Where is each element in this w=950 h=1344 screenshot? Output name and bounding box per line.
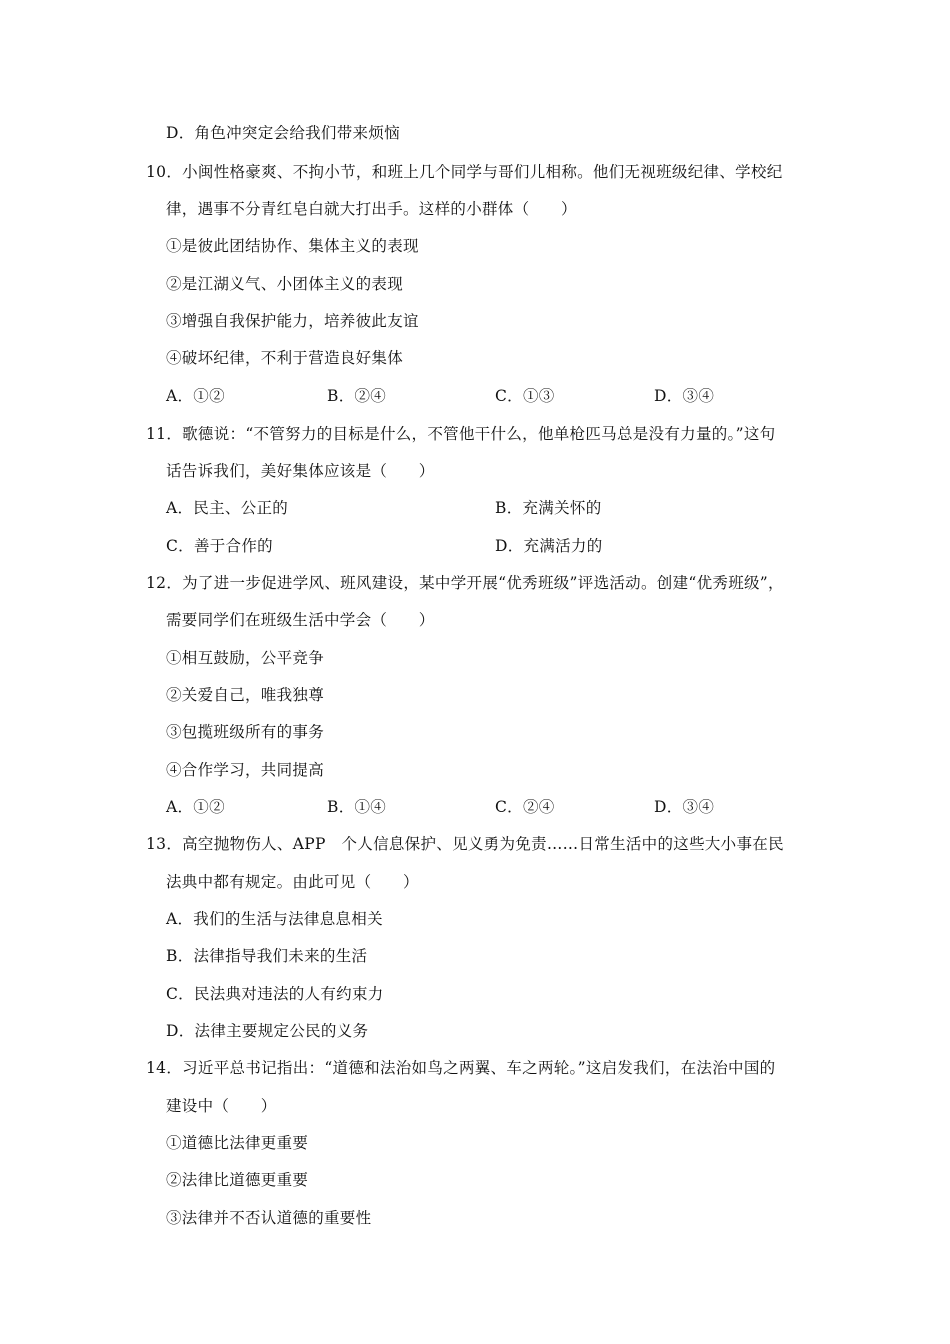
q12-stem-line1: 12．为了进一步促进学风、班风建设，某中学开展“优秀班级”评选活动。创建“优秀班级”， [146, 574, 784, 592]
q11-option-c: C．善于合作的 [166, 537, 273, 555]
q9-option-d: D．角色冲突定会给我们带来烦恼 [166, 124, 400, 142]
q13-option-a: A．我们的生活与法律息息相关 [166, 910, 383, 928]
q10-stem-line2: 律，遇事不分青红皂白就大打出手。这样的小群体（ ） [166, 200, 577, 218]
q12-option-a: A．①② [166, 798, 225, 816]
q10-option-c: C．①③ [495, 387, 555, 405]
q11-option-d: D．充满活力的 [495, 537, 603, 555]
q10-statement-4: ④破坏纪律，不利于营造良好集体 [166, 349, 404, 367]
q13-stem-line2: 法典中都有规定。由此可见（ ） [166, 873, 419, 891]
q12-statement-1: ①相互鼓励，公平竞争 [166, 649, 325, 667]
q14-statement-1: ①道德比法律更重要 [166, 1134, 309, 1152]
q11-option-b: B．充满关怀的 [495, 499, 602, 517]
q12-statement-3: ③包揽班级所有的事务 [166, 723, 325, 741]
q11-stem-line1: 11．歌德说：“不管努力的目标是什么，不管他干什么，他单枪匹马总是没有力量的。”这句 [146, 425, 776, 443]
q12-statement-4: ④合作学习，共同提高 [166, 761, 325, 779]
q10-statement-1: ①是彼此团结协作、集体主义的表现 [166, 237, 419, 255]
q13-option-d: D．法律主要规定公民的义务 [166, 1022, 369, 1040]
q10-option-a: A．①② [166, 387, 225, 405]
q13-option-c: C．民法典对违法的人有约束力 [166, 985, 384, 1003]
q14-stem-line2: 建设中（ ） [166, 1097, 277, 1115]
q11-stem-line2: 话告诉我们，美好集体应该是（ ） [166, 462, 435, 480]
q14-statement-2: ②法律比道德更重要 [166, 1171, 309, 1189]
q12-option-d: D．③④ [654, 798, 715, 816]
q10-stem-line1: 10．小闽性格豪爽、不拘小节，和班上几个同学与哥们儿相称。他们无视班级纪律、学校纪 [146, 163, 783, 181]
q10-statement-2: ②是江湖义气、小团体主义的表现 [166, 275, 404, 293]
q12-stem-line2: 需要同学们在班级生活中学会（ ） [166, 611, 435, 629]
q10-statement-3: ③增强自我保护能力，培养彼此友谊 [166, 312, 419, 330]
q14-stem-line1: 14．习近平总书记指出：“道德和法治如鸟之两翼、车之两轮。”这启发我们，在法治中国的 [146, 1059, 776, 1077]
q14-statement-3: ③法律并不否认道德的重要性 [166, 1209, 372, 1227]
q12-option-c: C．②④ [495, 798, 555, 816]
q12-statement-2: ②关爱自己，唯我独尊 [166, 686, 325, 704]
q10-option-b: B．②④ [327, 387, 387, 405]
q12-option-b: B．①④ [327, 798, 387, 816]
q10-option-d: D．③④ [654, 387, 715, 405]
q13-option-b: B．法律指导我们未来的生活 [166, 947, 368, 965]
q11-option-a: A．民主、公正的 [166, 499, 289, 517]
q13-stem-line1: 13．高空抛物伤人、APP 个人信息保护、见义勇为免责……日常生活中的这些大小事在民 [146, 835, 784, 853]
